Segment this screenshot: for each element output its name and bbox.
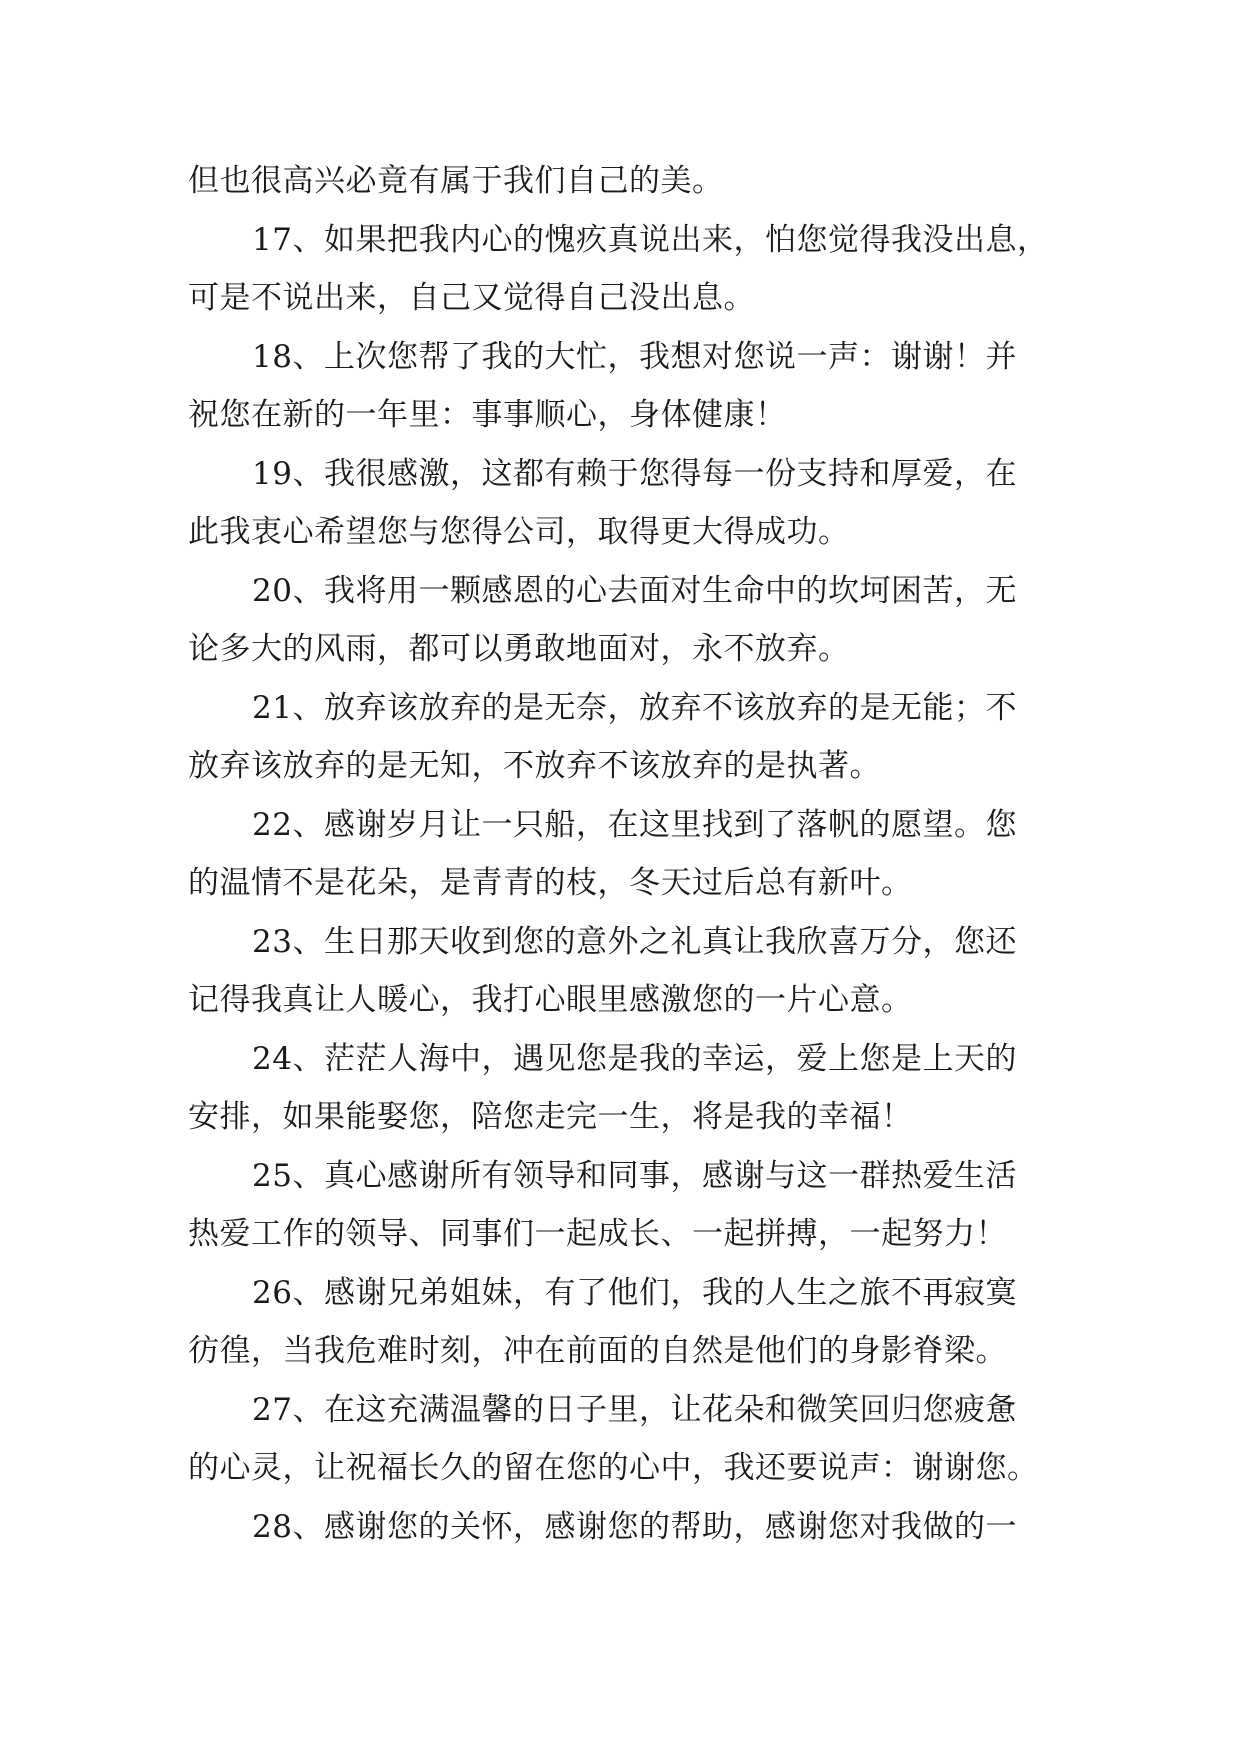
document-body (188, 152, 1060, 1556)
paragraph-line: 彷徨，当我危难时刻，冲在前面的自然是他们的身影脊梁。 (188, 1333, 1007, 1369)
paragraph-line: 安排，如果能娶您，陪您走完一生，将是我的幸福！ (188, 1099, 913, 1135)
paragraph-line: 20、我将用一颗感恩的心去面对生命中的坎坷困苦，无 (252, 572, 1017, 609)
paragraph-line: 17、如果把我内心的愧疚真说出来，怕您觉得我没出息， (252, 221, 1049, 258)
paragraph-line: 热爱工作的领导、同事们一起成长、一起拼搏，一起努力！ (188, 1216, 1007, 1252)
paragraph-line: 18、上次您帮了我的大忙，我想对您说一声：谢谢！并 (252, 338, 1017, 375)
paragraph-line: 25、真心感谢所有领导和同事，感谢与这一群热爱生活 (252, 1157, 1017, 1194)
paragraph-line: 28、感谢您的关怀，感谢您的帮助，感谢您对我做的一 (252, 1508, 1017, 1545)
paragraph-line: 放弃该放弃的是无知，不放弃不该放弃的是执著。 (188, 748, 881, 784)
paragraph-line: 祝您在新的一年里：事事顺心，身体健康！ (188, 397, 787, 433)
paragraph-line: 但也很高兴必竟有属于我们自己的美。 (188, 163, 724, 199)
paragraph-line: 19、我很感激，这都有赖于您得每一份支持和厚爱，在 (252, 455, 1017, 492)
paragraph-line: 24、茫茫人海中，遇见您是我的幸运，爱上您是上天的 (252, 1040, 1017, 1077)
paragraph-line: 此我衷心希望您与您得公司，取得更大得成功。 (188, 514, 850, 550)
paragraph-line: 23、生日那天收到您的意外之礼真让我欣喜万分，您还 (252, 923, 1017, 960)
paragraph-line: 21、放弃该放弃的是无奈，放弃不该放弃的是无能；不 (252, 689, 1017, 726)
paragraph-line: 可是不说出来，自己又觉得自己没出息。 (188, 280, 755, 316)
paragraph-line: 论多大的风雨，都可以勇敢地面对，永不放弃。 (188, 631, 850, 667)
paragraph-line: 22、感谢岁月让一只船，在这里找到了落帆的愿望。您 (252, 806, 1017, 843)
paragraph-line: 记得我真让人暖心，我打心眼里感激您的一片心意。 (188, 982, 913, 1018)
paragraph-line: 26、感谢兄弟姐妹，有了他们，我的人生之旅不再寂寞 (252, 1274, 1017, 1311)
paragraph-line: 的温情不是花朵，是青青的枝，冬天过后总有新叶。 (188, 865, 913, 901)
paragraph-line: 的心灵，让祝福长久的留在您的心中，我还要说声：谢谢您。 (188, 1450, 1039, 1486)
paragraph-line: 27、在这充满温馨的日子里，让花朵和微笑回归您疲惫 (252, 1391, 1017, 1428)
